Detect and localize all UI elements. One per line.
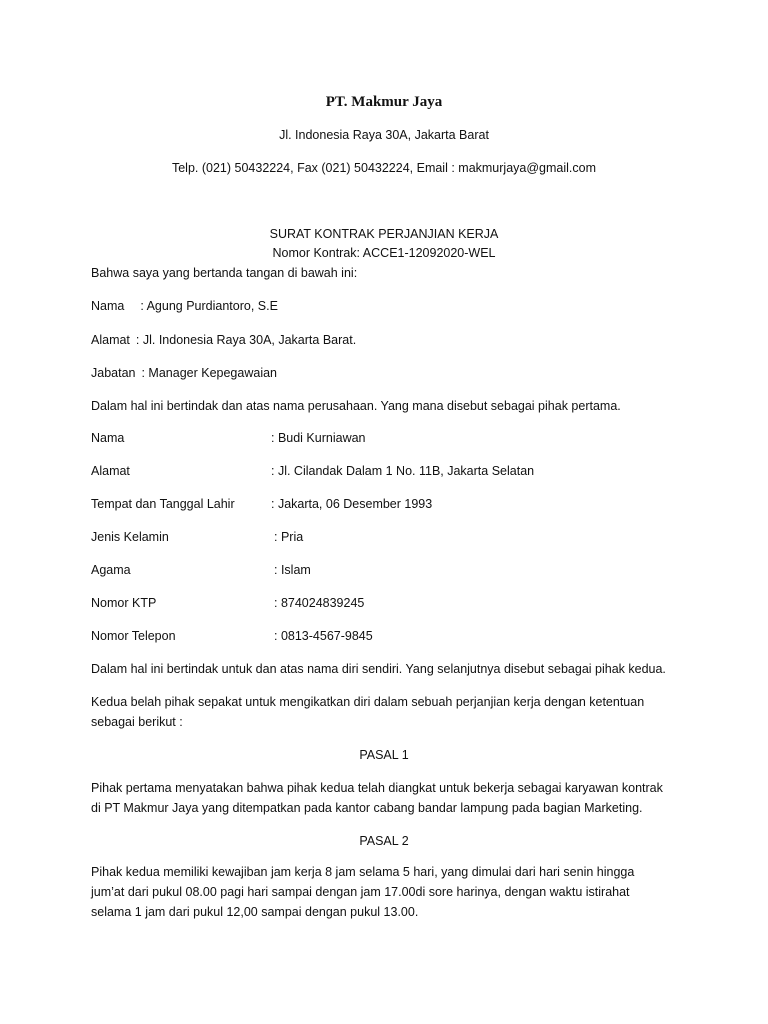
document-title: SURAT KONTRAK PERJANJIAN KERJA <box>269 227 499 241</box>
first-party-position-row <box>91 366 277 380</box>
first-party-name-row <box>91 299 278 313</box>
second-party-value: : Pria <box>274 530 304 544</box>
second-party-label: Tempat dan Tanggal Lahir <box>91 497 235 511</box>
second-party-statement: Dalam hal ini bertindak untuk dan atas nama diri sendiri. Yang selanjutnya disebut sebagai pihak kedua. <box>91 662 666 676</box>
intro-text: Bahwa saya yang bertanda tangan di bawah ini: <box>91 266 358 280</box>
second-party-value: : 874024839245 <box>274 596 365 610</box>
article-text: Pihak pertama menyatakan bahwa pihak kedua telah diangkat untuk bekerja sebagai karyawan kontrak di PT Makmur Jaya yang ditempatkan pada kantor cabang bandar lampung pada bagian Marketing. <box>91 781 663 815</box>
second-party-value: : Budi Kurniawan <box>271 431 366 445</box>
contract-number: Nomor Kontrak: ACCE1-12092020-WEL <box>272 246 496 260</box>
second-party-value: : 0813-4567-9845 <box>274 629 373 643</box>
first-party-address-row <box>91 333 356 347</box>
second-party-label: Alamat <box>91 464 130 478</box>
article-text: Pihak kedua memiliki kewajiban jam kerja 8 jam selama 5 hari, yang dimulai dari hari senin hingga jum’at dari pukul 08.00 pagi hari sampai dengan jam 17.00di sore harinya, dengan waktu istirahat selama 1 jam dari pukul 12,00 sampai dengan pukul 13.00. <box>91 865 635 919</box>
second-party-label: Nomor KTP <box>91 596 157 610</box>
second-party-value: : Islam <box>274 563 311 577</box>
agreement-intro: Kedua belah pihak sepakat untuk mengikatkan diri dalam sebuah perjanjian kerja dengan ketentuan sebagai berikut : <box>91 695 645 729</box>
second-party-label: Agama <box>91 563 131 577</box>
company-address: Jl. Indonesia Raya 30A, Jakarta Barat <box>279 128 489 142</box>
company-name: PT. Makmur Jaya <box>325 94 443 110</box>
second-party-label: Nama <box>91 431 125 445</box>
first-party-name-value: : Agung Purdiantoro, S.E <box>140 299 278 313</box>
first-party-name-label: Nama <box>91 299 125 313</box>
second-party-value: : Jl. Cilandak Dalam 1 No. 11B, Jakarta Selatan <box>271 464 535 478</box>
article-heading: PASAL 1 <box>359 748 409 762</box>
article-heading: PASAL 2 <box>359 834 409 848</box>
company-contact: Telp. (021) 50432224, Fax (021) 50432224, Email : makmurjaya@gmail.com <box>171 161 596 175</box>
first-party-position-label: Jabatan <box>91 366 136 380</box>
second-party-label: Nomor Telepon <box>91 629 176 643</box>
first-party-address-value: : Jl. Indonesia Raya 30A, Jakarta Barat. <box>135 333 357 347</box>
second-party-label: Jenis Kelamin <box>91 530 169 544</box>
first-party-position-value: : Manager Kepegawaian <box>141 366 277 380</box>
first-party-statement: Dalam hal ini bertindak dan atas nama perusahaan. Yang mana disebut sebagai pihak pertama. <box>91 399 621 413</box>
first-party-address-label: Alamat <box>91 333 130 347</box>
second-party-value: : Jakarta, 06 Desember 1993 <box>271 497 433 511</box>
